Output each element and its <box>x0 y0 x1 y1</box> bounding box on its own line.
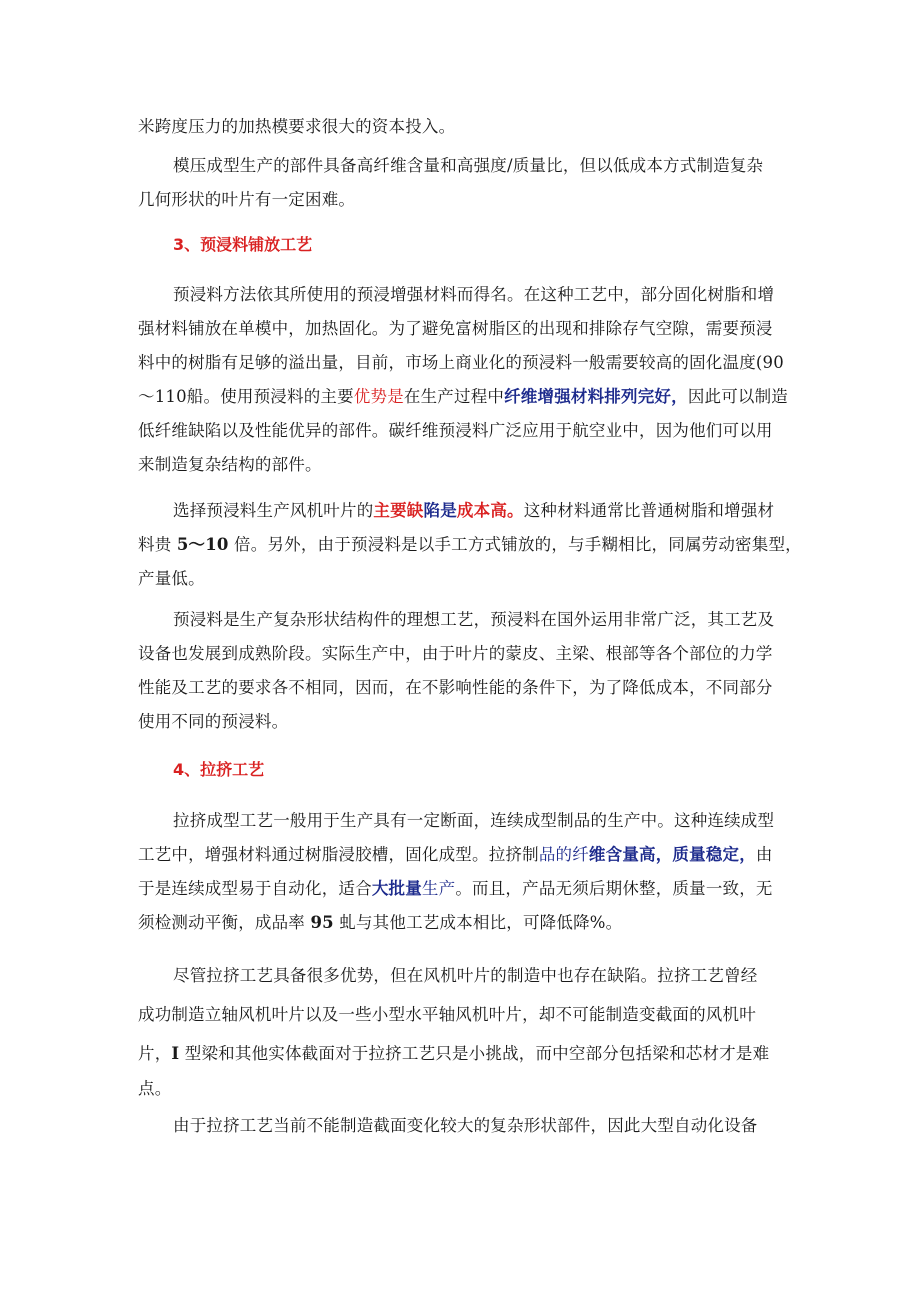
text-run: 片， <box>138 1044 172 1063</box>
section-heading-pultrusion: 4、拉挤工艺 <box>173 760 265 779</box>
highlight-content-high: 维含量高， <box>588 845 673 864</box>
paragraph-line <box>138 912 622 934</box>
text-run: 倍。另外，由于预浸料是以手工方式铺放的，与手糊相比，同属劳动密集型， <box>228 535 802 554</box>
paragraph-line: 几何形状的叶片有一定困难。 <box>138 190 356 209</box>
text-run: 在生产过程中 <box>403 387 505 406</box>
text-run: 须检测动平衡，成品率 <box>138 913 311 932</box>
paragraph-line: 成功制造立轴风机叶片以及一些小型水平轴风机叶片，却不可能制造变截面的风机叶 <box>138 1005 756 1024</box>
text-run: 工艺中，增强材料通过树脂浸胶槽，固化成型。拉挤制 <box>138 845 539 864</box>
paragraph-line: 点。 <box>138 1079 172 1098</box>
paragraph-line: 产量低。 <box>138 569 205 588</box>
text-run: 由 <box>755 845 773 864</box>
text-run: 虬与其他工艺成本相比，可降低降%。 <box>333 913 623 932</box>
paragraph-line: 使用不同的预浸料。 <box>138 712 289 731</box>
highlight-high-cost: 成本高。 <box>456 501 524 520</box>
highlight-quality-stable: 质量稳定， <box>672 845 756 864</box>
paragraph-line: 来制造复杂结构的部件。 <box>138 455 322 474</box>
text-run: ～110船。使用预浸料的主要 <box>138 387 354 406</box>
text-run: 于是连续成型易于自动化，适合 <box>138 879 372 898</box>
paragraph-line <box>138 534 802 556</box>
paragraph-line: 低纤维缺陷以及性能优异的部件。碳纤维预浸料广泛应用于航空业中，因为他们可以用 <box>138 421 773 440</box>
paragraph-line <box>138 1043 769 1065</box>
paragraph-line <box>138 878 773 900</box>
paragraph-line: 预浸料是生产复杂形状结构件的理想工艺，预浸料在国外运用非常广泛，其工艺及 <box>173 610 775 629</box>
text-run: 型梁和其他实体截面对于拉挤工艺只是小挑战，而中空部分包括梁和芯材才是难 <box>179 1044 770 1063</box>
paragraph-line <box>173 500 774 522</box>
paragraph-line <box>138 386 788 408</box>
paragraph-line: 预浸料方法依其所使用的预浸增强材料而得名。在这种工艺中，部分固化树脂和增 <box>173 285 775 304</box>
paragraph-line: 尽管拉挤工艺具备很多优势，但在风机叶片的制造中也存在缺陷。拉挤工艺曾经 <box>173 966 758 985</box>
text-run: 料贵 <box>138 535 177 554</box>
highlight-main-defect: 主要缺 <box>373 501 424 520</box>
text-run: 。而且，产品无须后期休整，质量一致，无 <box>455 879 773 898</box>
highlight-production: 生产 <box>421 879 456 898</box>
paragraph-line: 模压成型生产的部件具备高纤维含量和高强度/质量比，但以低成本方式制造复杂 <box>173 156 764 175</box>
multiplier-value: 5～10 <box>176 535 229 554</box>
highlight-fiber-alignment: 纤维增强材料排列完好， <box>504 387 688 406</box>
i-beam-letter: I <box>171 1044 180 1063</box>
paragraph-line: 强材料铺放在单模中，加热固化。为了避免富树脂区的出现和排除存气空隙，需要预浸 <box>138 319 773 338</box>
paragraph-line: 设备也发展到成熟阶段。实际生产中，由于叶片的蒙皮、主梁、根部等各个部位的力学 <box>138 644 773 663</box>
text-run: 选择预浸料生产风机叶片的 <box>173 501 374 520</box>
yield-value: 95 <box>310 913 334 932</box>
text-run: 这种材料通常比普通树脂和增强材 <box>523 501 775 520</box>
highlight-product-fiber: 品的纤 <box>538 845 589 864</box>
paragraph-line: 拉挤成型工艺一般用于生产具有一定断面，连续成型制品的生产中。这种连续成型 <box>173 811 775 830</box>
section-heading-prepreg: 3、预浸料铺放工艺 <box>173 235 313 254</box>
highlight-advantage: 优势是 <box>353 387 404 406</box>
highlight-is: 陷是 <box>423 501 457 520</box>
paragraph-line: 由于拉挤工艺当前不能制造截面变化较大的复杂形状部件，因此大型自动化设备 <box>173 1116 758 1135</box>
highlight-mass-production: 大批量 <box>371 879 422 898</box>
text-run: 因此可以制造 <box>687 387 789 406</box>
paragraph-line: 料中的树脂有足够的溢出量，目前，市场上商业化的预浸料一般需要较高的固化温度(90 <box>138 353 784 372</box>
paragraph-line: 性能及工艺的要求各不相同，因而，在不影响性能的条件下，为了降低成本，不同部分 <box>138 678 773 697</box>
paragraph-line: 米跨度压力的加热模要求很大的资本投入。 <box>138 117 456 136</box>
paragraph-line <box>138 844 773 866</box>
